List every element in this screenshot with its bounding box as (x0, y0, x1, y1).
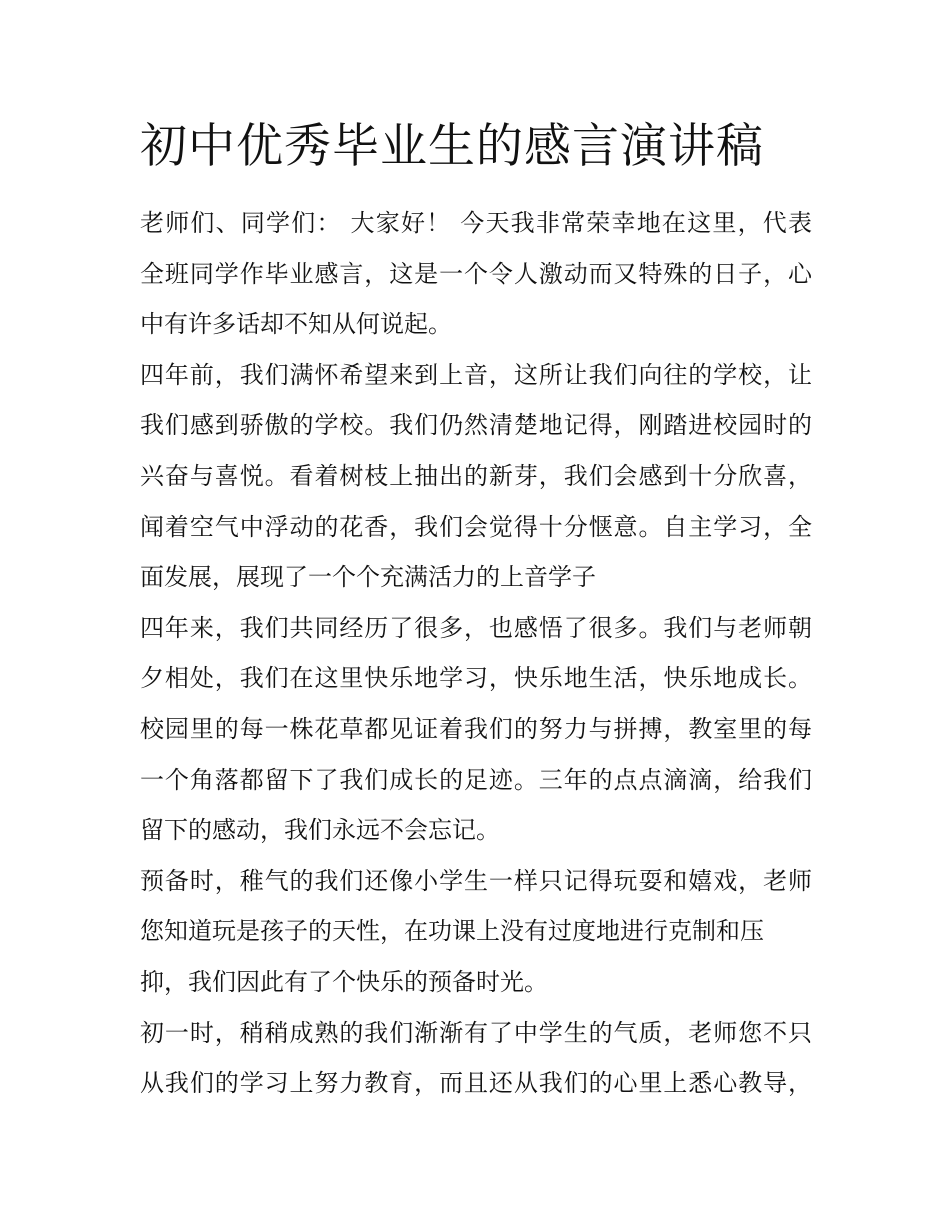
text-line: 面发展，展现了一个个充满活力的上音学子 (140, 563, 596, 592)
text-line: 我们感到骄傲的学校。我们仍然清楚地记得，刚踏进校园时的 (140, 411, 812, 440)
text-line: 闻着空气中浮动的花香，我们会觉得十分惬意。自主学习，全 (140, 512, 812, 541)
text-line: 全班同学作毕业感言，这是一个令人激动而又特殊的日子，心 (140, 259, 812, 288)
text-line: 中有许多话却不知从何说起。 (140, 310, 452, 339)
text-line: 初一时，稍稍成熟的我们渐渐有了中学生的气质，老师您不只 (140, 1018, 812, 1047)
text-line: 四年来，我们共同经历了很多，也感悟了很多。我们与老师朝 (140, 613, 812, 642)
document-body (140, 198, 812, 1109)
text-line: 一个角落都留下了我们成长的足迹。三年的点点滴滴，给我们 (140, 765, 812, 794)
text-line: 夕相处，我们在这里快乐地学习，快乐地生活，快乐地成长。 (140, 664, 812, 693)
text-line: 抑，我们因此有了个快乐的预备时光。 (140, 967, 548, 996)
text-line: 留下的感动，我们永远不会忘记。 (140, 816, 500, 845)
text-line: 校园里的每一株花草都见证着我们的努力与拼搏，教室里的每 (140, 714, 812, 743)
document-title: 初中优秀毕业生的感言演讲稿 (140, 119, 764, 174)
text-line: 预备时，稚气的我们还像小学生一样只记得玩耍和嬉戏，老师 (140, 866, 812, 895)
text-line: 从我们的学习上努力教育，而且还从我们的心里上悉心教导， (140, 1069, 812, 1098)
text-line: 兴奋与喜悦。看着树枝上抽出的新芽，我们会感到十分欣喜， (140, 461, 812, 490)
text-line: 老师们、同学们： 大家好！ 今天我非常荣幸地在这里，代表 (140, 209, 812, 237)
text-line: 四年前，我们满怀希望来到上音，这所让我们向往的学校，让 (140, 360, 812, 389)
text-line: 您知道玩是孩子的天性，在功课上没有过度地进行克制和压 (140, 917, 764, 946)
